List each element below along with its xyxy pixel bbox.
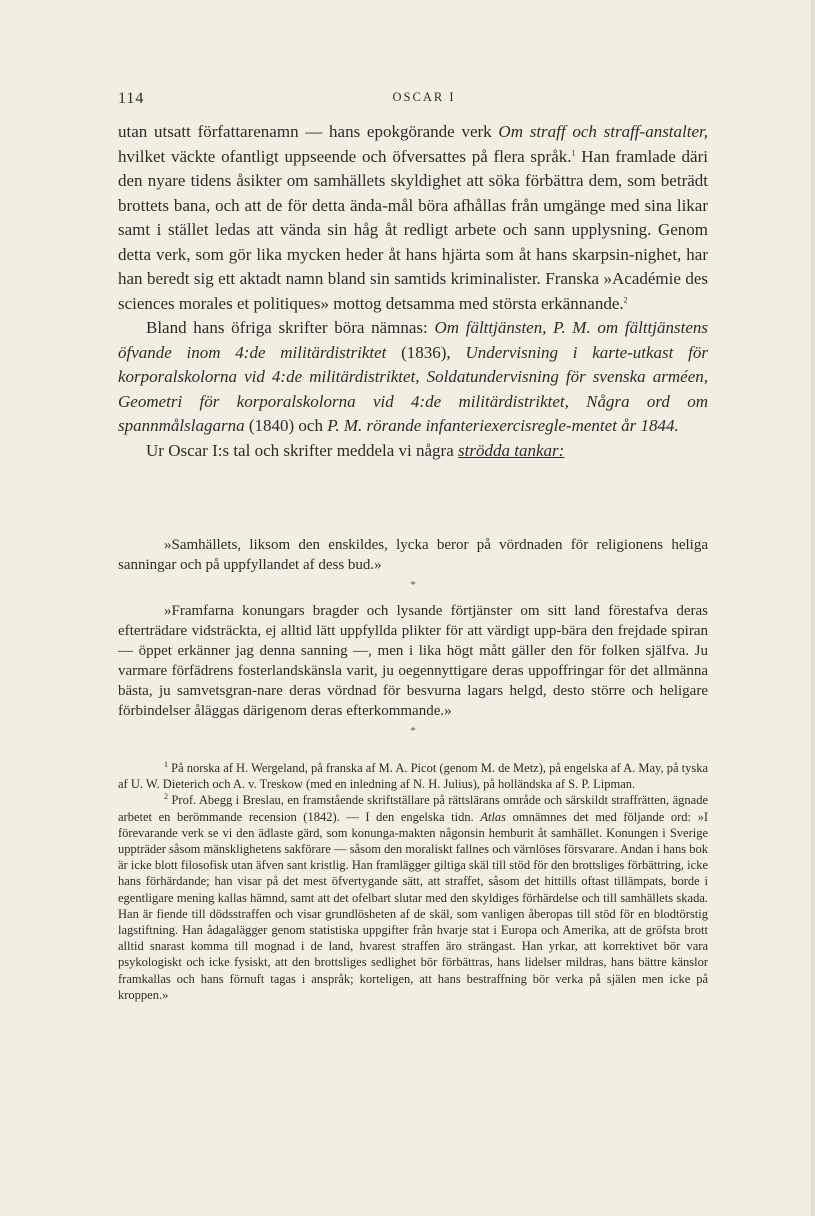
footnotes <box>118 760 708 1003</box>
text-span: Bland hans öfriga skrifter böra nämnas: <box>146 318 435 337</box>
footnote-mark: 2 <box>164 792 168 802</box>
text-span: Ur Oscar I:s tal och skrifter meddela vi några <box>146 440 459 460</box>
footnote-text: omnämnes det med följande ord: »I förevarande verk se vi den ädlaste gärd, som konunga-makten någonsin hemburit åt samhället. Konungen i Sverige uppträder såsom mänsklighetens sakförare — såsom den moraliskt fallnes och värnlöses försvarare. Andan i hans bok är icke blott filosofisk utan äfven sant kristlig. Han framlägger giltiga skäl till stöd för den brottsliges förbättring, icke hans förhärdande; han visar på det mest öfvertygande sätt, att straffet, såsom det hittills oftast tillämpats, borde i egentligare mening kallas hämnd, samt att det ofelbart slutar med den skyldiges förhärdelse och till samhällets skada. Han är fiende till dödsstraffen och visar grundlösheten af de skäl, som vanligen åberopas till stöd för en blodtörstig lagstiftning. Han ådagalägger genom statistiska uppgifter från hvarje stat i Europa och Amerika, att de gröfsta brott alltid snarast komma till mognad i de land, hvarest straffen äro strängast. Han yrkar, att korrektivet bör vara psykologiskt och icke fysiskt, att den brottsliges sedlighet bör förbättras, hans lidelser mildras, hans bättre känslor framkallas och hans förnuft tagas i anspråk; korteligen, att hans bestraffning bör verka på själen men icke på kroppen.» <box>118 809 708 1002</box>
text-span: hvilket väckte ofantligt uppseende och öfversattes på flera språk. <box>118 146 572 166</box>
text-span: (1840) och <box>244 416 328 435</box>
book-title: Om fälttjänsten, P. M. om fälttjänstens öfvande inom 4:de militärdistriktet <box>118 318 708 362</box>
separator-asterisk: * <box>410 725 416 737</box>
page-edge <box>811 0 815 1216</box>
footnote-ref-1: 1 <box>571 147 576 157</box>
quotations <box>118 535 708 747</box>
book-title: P. M. rörande infanteriexercisregle-mentet år 1844. <box>327 416 679 435</box>
paragraph-2 <box>118 316 708 439</box>
page-header <box>118 90 708 110</box>
emphasis: strödda tankar: <box>458 440 565 460</box>
footnote-2 <box>118 792 708 1003</box>
footnote-mark: 1 <box>164 759 168 769</box>
page-number: 114 <box>118 90 145 107</box>
book-title: Om straff och straff-anstalter, <box>498 122 709 141</box>
footnote-1 <box>118 760 708 792</box>
book-title: Undervisning i karte-utkast för korporalskolorna vid 4:de militärdistriktet, Soldatundervisning för svenska arméen, Geometri för korporalskolorna vid 4:de militärdistriktet, Några ord om spannmålslagarna <box>118 342 708 435</box>
footnote-text: Prof. Abegg i Breslau, en framstående skriftställare på rättslärans område och särskildt straffrätten, ägnade arbetet en berömmande recension (1842). — I den engelska tidn. <box>118 793 708 824</box>
quote-2: »Framfarna konungars bragder och lysande förtjänster om sitt land förestafva deras efterträdare vidsträckta, ej alltid lätt uppfyllda plikter för att värdigt upp-bära den frejdade spiran — öppet erkänner jag denna sanning —, men i lika högt mått gäller den för folken själfva. Ju varmare förfädrens fosterlandskänsla varit, ju oegennyttigare deras uppoffringar för det allmänna bästa, ju samvetsgran-nare deras vördnad för besvurna lagars helgd, desto större och heligare förbindelser åläggas därigenom deras efterkommande.» <box>118 603 708 719</box>
text-span: utan utsatt författarenamn — hans epokgörande verk <box>118 122 499 141</box>
running-title: OSCAR I <box>392 90 456 104</box>
paragraph-3 <box>118 439 708 464</box>
text-span: Han framlade däri den nyare tidens åsikter om samhällets skyldighet att söka förbättra dem, som beträdt brottets bana, och att de för detta ända-mål böra afhållas från umgänge med sina likar samt i stället ledas att vända sin håg åt redligt arbete och sann upplysning. Genom detta verk, som gör lika mycken heder åt hans hjärta som åt hans skarpsin-nighet, har han beredt sig ett aktadt namn bland sin samtids kriminalister. Franska »Académie des sciences morales et politiques» mottog detsamma med största erkännande. <box>118 146 708 313</box>
paragraph-1 <box>118 120 708 316</box>
footnote-ref-2: 2 <box>623 294 628 304</box>
quote-1: »Samhällets, liksom den enskildes, lycka beror på vördnaden för religionens heliga sanningar och på uppfyllandet af dess bud.» <box>118 537 708 573</box>
main-text <box>118 120 708 463</box>
newspaper-title: Atlas <box>480 809 507 824</box>
text-span: (1836), <box>386 342 466 362</box>
footnote-text: På norska af H. Wergeland, på franska af M. A. Picot (genom M. de Metz), på engelska af A. May, på tyska af U. W. Dieterich och A. v. Treskow (med en inledning af N. H. Julius), på holländska af S. P. Lipman. <box>118 761 709 792</box>
separator-asterisk: * <box>410 579 416 591</box>
